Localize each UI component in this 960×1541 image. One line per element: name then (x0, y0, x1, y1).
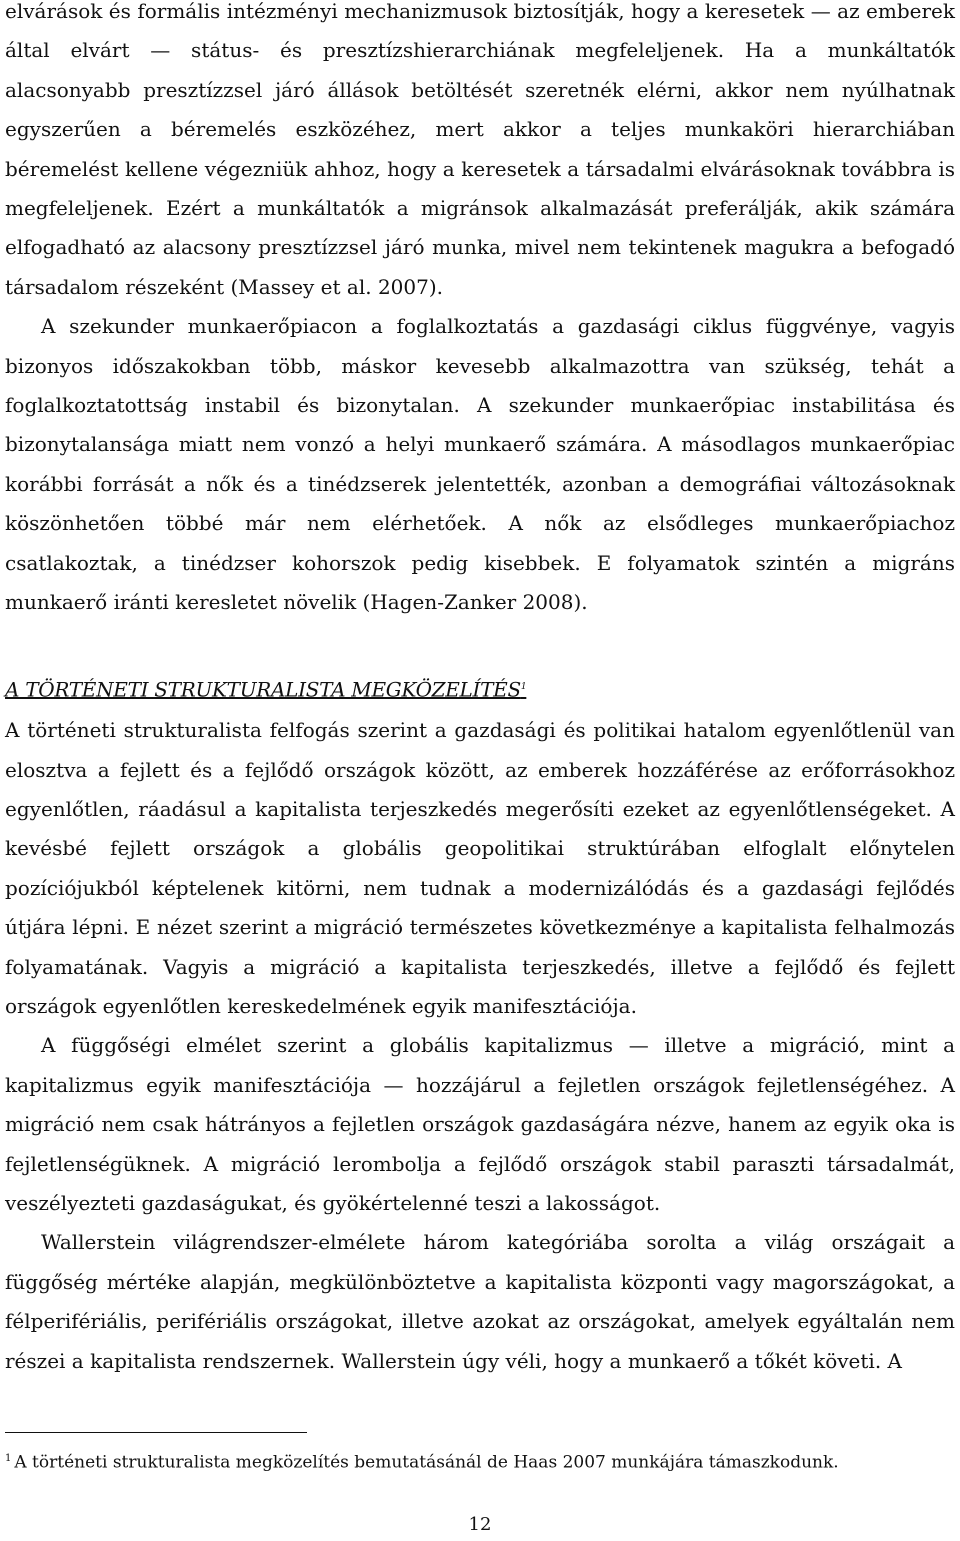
document-page (5, 0, 955, 1381)
paragraph-secondary-labor-market: A szekunder munkaerőpiacon a foglalkoztatás a gazdasági ciklus függvénye, vagyis bizonyos időszakokban több, máskor kevesebb alkalmazottra van szükség, tehát a foglalkoztatottság instabil és bizonytalan. A szekunder munkaerőpiac instabilitása és bizonytalansága miatt nem vonzó a helyi munkaerő számára. A másodlagos munkaerőpiac korábbi forrását a nők és a tinédzserek jelentették, azonban a demográfiai változásoknak köszönhetően többé már nem elérhetőek. A nők az elsődleges munkaerőpiachoz csatlakoztak, a tinédzser kohorszok pedig kisebbek. E folyamatok szintén a migráns munkaerő iránti keresletet növelik (Hagen-Zanker 2008). (5, 314, 955, 615)
page-number: 12 (468, 1514, 492, 1535)
footnote-marker: 1 (5, 1453, 12, 1464)
footnote-divider (5, 1432, 307, 1433)
paragraph-continued: elvárások és formális intézményi mechanizmusok biztosítják, hogy a keresetek — az emberek által elvárt — státus- és presztízshierarchiának megfeleljenek. Ha a munkáltatók alacsonyabb presztízzsel járó állások betöltését szeretnék elérni, akkor nem nyúlhatnak egyszerűen a béremelés eszközéhez, mert akkor a teljes munkaköri hierarchiában béremelést kellene végezniük ahhoz, hogy a keresetek a társadalmi elvárásoknak továbbra is megfeleljenek. Ezért a munkáltatók a migránsok alkalmazását preferálják, akik számára elfogadható az alacsony presztízzsel járó munka, mivel nem tekintenek magukra a befogadó társadalom részeként (Massey et al. 2007). (5, 0, 955, 299)
section-heading (5, 671, 955, 706)
footnote-text: A történeti strukturalista megközelítés bemutatásánál de Haas 2007 munkájára támaszkodunk. (14, 1452, 839, 1473)
footnote-reference[interactable]: 1 (520, 681, 527, 692)
paragraph-historical-structuralist: A történeti strukturalista felfogás szerint a gazdasági és politikai hatalom egyenlőtlenül van elosztva a fejlett és a fejlődő országok között, az emberek hozzáférése az erőforrásokhoz egyenlőtlen, ráadásul a kapitalista terjeszkedés megerősíti ezeket az egyenlőtlenségeket. A kevésbé fejlett országok a globális geopolitikai struktúrában elfoglalt előnytelen pozíciójukból képtelenek kitörni, nem tudnak a modernizálódás és a gazdasági fejlődés útjára lépni. E nézet szerint a migráció természetes következménye a kapitalista felhalmozás folyamatának. Vagyis a migráció a kapitalista terjeszkedés, illetve a fejlődő és fejlett országok egyenlőtlen kereskedelmének egyik manifesztációja. (5, 718, 955, 1018)
section-heading-text: A TÖRTÉNETI STRUKTURALISTA MEGKÖZELÍTÉS (5, 677, 521, 702)
paragraph-dependency-theory: A függőségi elmélet szerint a globális kapitalizmus — illetve a migráció, mint a kapitalizmus egyik manifesztációja — hozzájárul a fejletlen országok fejletlenségéhez. A migráció nem csak hátrányos a fejletlen országok gazdaságára nézve, hanem az egyik oka is fejletlenségüknek. A migráció lerombolja a fejlődő országok stabil paraszti társadalmát, veszélyezteti gazdaságukat, és gyökértelenné teszi a lakosságot. (5, 1033, 955, 1216)
footnote (5, 1447, 955, 1475)
paragraph-world-systems: Wallerstein világrendszer-elmélete három kategóriába sorolta a világ országait a függőség mértéke alapján, megkülönböztetve a kapitalista központi vagy magországokat, a félperifériális, perifériális országokat, illetve azokat az országokat, amelyek egyáltalán nem részei a kapitalista rendszernek. Wallerstein úgy véli, hogy a munkaerő a tőkét követi. A (5, 1230, 955, 1373)
